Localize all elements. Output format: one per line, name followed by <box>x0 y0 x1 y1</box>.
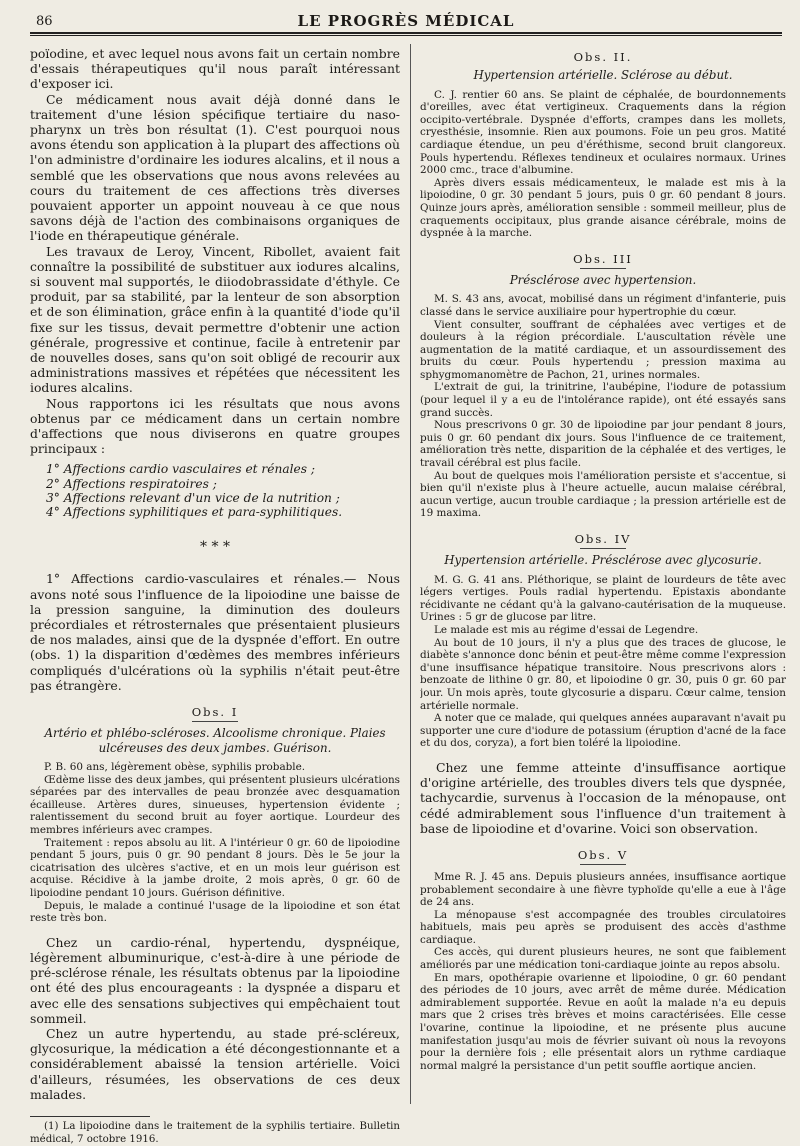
observation-label: Obs. III <box>573 251 633 266</box>
footnote: (1) La lipoiodine dans le traitement de la syphilis tertiaire. Bulletin médical, 7 octobre 1916. <box>30 1121 400 1145</box>
observation-text: Nous prescrivons 0 gr. 30 de lipoiodine par jour pendant 8 jours, puis 0 gr. 60 pendant dix jours. Sous l'influence de ce traitement, amélioration très nette, disparition de la céphalée et des vertiges, le travail cérébral est plus facile. <box>420 419 786 470</box>
observation-text: M. G. G. 41 ans. Pléthorique, se plaint de lourdeurs de tête avec légers vertiges. Pouls radial hypertendu. Epistaxis abondante récidivante ne cédant qu'à la galvano-cautérisation de la muqueuse. Urines : 5 gr de glucose par litre. <box>420 573 786 624</box>
paragraph: Les travaux de Leroy, Vincent, Ribollet, avaient fait connaître la possibilité de substituer aux iodures alcalins, si souvent mal supportés, le diiodobrassidate d'éthyle. Ce produit, par sa stabilité, par la lenteur de son absorption et de son élimination, grâce enfin à la quantité d'iode qu'il fixe sur les tissus, devait permettre d'obtenir une action générale, progressive et continue, facile à entretenir par de nouvelles doses, sans qu'on soit obligé de recourir aux administrations massives et répétées que nécessitent les iodures alcalins. <box>30 243 400 396</box>
paragraph: poïodine, et avec lequel nous avons fait un certain nombre d'essais thérapeutiques qu'il nous paraît intéressant d'exposer ici. <box>30 46 400 92</box>
observation-text: L'extrait de gui, la trinitrine, l'aubépine, l'iodure de potassium (pour lequel il y a eu de l'intolérance rapide), ont été essayés sans grand succès. <box>420 381 786 419</box>
observation-rule <box>580 864 626 865</box>
observation-text: Au bout de 10 jours, il n'y a plus que des traces de glucose, le diabète s'annonce donc bénin et peut-être même comme l'expression d'une insuffisance hépatique transitoire. Nous prescrivons alors : benzoate de lithine 0 gr. 80, et lipoiodine 0 gr. 30, puis 0 gr. 60 par jour. Un mois après, toute glycosurie a disparu. Cœur calme, tension artérielle normale. <box>420 636 786 712</box>
observation-text: Après divers essais médicamenteux, le malade est mis à la lipoiodine, 0 gr. 30 pendant 5 jours, puis 0 gr. 60 pendant 8 jours. Quinze jours après, amélioration sensible : sommeil meilleur, plus de craquements occipitaux, plus grande aisance cérébrale, moins de dyspnée à la marche. <box>420 176 786 240</box>
observation-text: A noter que ce malade, qui quelques années auparavant n'avait pu supporter une cure d'iodure de potassium (éruption d'acné de la face et du dos, coryza), a fort bien toléré la lipoiodine. <box>420 712 786 750</box>
column-divider <box>410 44 411 1104</box>
observation-text: Au bout de quelques mois l'amélioration persiste et s'accentue, si bien qu'il n'existe plus à l'heure actuelle, aucun malaise cérébral, aucun vertige, aucun trouble cardiaque ; la pression artérielle est de 19 maxima. <box>420 469 786 520</box>
observation-label: Obs. IV <box>574 532 632 546</box>
observation-text: C. J. rentier 60 ans. Se plaint de céphalée, de bourdonnements d'oreilles, avec état vertigineux. Craquements dans la région occipito-vertébrale. Dyspnée d'efforts, crampes dans les mollets, cryesthésie, insomnie. Rien aux poumons. Foie un peu gros. Matité cardiaque étendue, un peu d'éréthisme, second bruit clangoreux. Pouls hypertendu. Réflexes tendineux et oculaires normaux. Urines 2000 cmc., trace d'albumine. <box>420 88 786 177</box>
footnote-rule <box>30 1116 150 1117</box>
observation-label: Obs. I <box>191 704 239 719</box>
running-title: LE PROGRÈS MÉDICAL <box>297 12 515 30</box>
list-item: 3° Affections relevant d'un vice de la nutrition ; <box>46 490 340 505</box>
observation-title: Artério et phlébo-scléroses. Alcoolisme chronique. Plaies ulcéreuses des deux jambes. Guérison. <box>44 725 386 755</box>
observation-text: Mme R. J. 45 ans. Depuis plusieurs années, insuffisance aortique probablement secondaire à une fièvre typhoïde qu'elle a eue à l'âge de 24 ans. <box>420 870 786 909</box>
observation-text: En mars, opothérapie ovarienne et lipoiodine, 0 gr. 60 pendant des périodes de 10 jours, avec arrêt de même durée. Médication admirablement supportée. Revue en août la malade n'a eu depuis mars que 2 crises très brèves et moins caractérisées. Elle cesse l'ovarine, continue la lipoiodine, et ne présente plus aucune manifestation jusqu'au mois de février suivant où nous la revoyons pour la dernière fois ; elle présentait alors un rythme cardiaque normal malgré la persistance d'un petit souffle aortique ancien. <box>420 971 786 1072</box>
observation-title: Présclérose avec hypertension. <box>509 272 697 287</box>
paragraph: Chez un autre hypertendu, au stade pré-scléreux, glycosurique, la médication a été décongestionnante et a considérablement abaissé la tension artérielle. Voici d'ailleurs, résumées, les observations de ces deux malades. <box>30 1026 400 1102</box>
paragraph: 1° Affections cardio-vasculaires et rénales.— Nous avons noté sous l'influence de la lipoiodine une baisse de la pression sanguine, la diminution des douleurs précordiales et rétrosternales que présentaient plusieurs de nos malades, ainsi que de la dyspnée d'effort. En outre (obs. 1) la disparition d'œdèmes des membres inférieurs compliqués d'ulcérations où la syphilis n'était peut-être pas étrangère. <box>30 571 400 693</box>
paragraph: Chez une femme atteinte d'insuffisance aortique d'origine artérielle, des troubles divers tels que dyspnée, tachycardie, survenus à l'occasion de la ménopause, ont cédé admirablement sous l'influence d'un traitement à base de lipoiodine et d'ovarine. Voici son observation. <box>420 759 786 836</box>
observation-text: Traitement : repos absolu au lit. A l'intérieur 0 gr. 60 de lipoiodine pendant 5 jours, puis 0 gr. 90 pendant 8 jours. Dès le 5e jour la cicatrisation des ulcères s'active, et en un mois leur guérison est acquise. Récidive à la jambe droite, 2 mois après, 0 gr. 60 de lipoiodine pendant 10 jours. Guérison définitive. <box>30 836 400 900</box>
observation-rule <box>580 268 626 269</box>
paragraph: Ce médicament nous avait déjà donné dans le traitement d'une lésion spécifique tertiaire du naso-pharynx un très bon résultat (1). C'est pourquoi nous avons étendu son application à la plupart des affections où l'on administre d'ordinaire les iodures alcalins, et il nous a semblé que les observations que nous avons relevées au cours du traitement de ces affections très diverses pouvaient apporter un appoint nouveau à ce que nous savons déjà de l'action des combinaisons organiques de l'iode en thérapeutique générale. <box>30 91 400 244</box>
observation-title: Hypertension artérielle. Présclérose avec glycosurie. <box>444 553 762 567</box>
paragraph: Chez un cardio-rénal, hypertendu, dyspnéique, légèrement albuminurique, c'est-à-dire à une période de pré-sclérose rénale, les résultats obtenus par la lipoiodine ont été des plus encourageants : la dyspnée a disparu et avec elle des sensations subjectives qui empêchaient tout sommeil. <box>30 934 400 1026</box>
paragraph: Nous rapportons ici les résultats que nous avons obtenus par ce médicament dans un certain nombre d'affections que nous diviserons en quatre groupes principaux : <box>30 395 400 457</box>
group-list <box>30 462 400 519</box>
page-number: 86 <box>36 14 53 29</box>
observation-text: Le malade est mis au régime d'essai de Legendre. <box>434 623 699 636</box>
observation-label: Obs. II. <box>573 50 633 64</box>
observation-text: Vient consulter, souffrant de céphalées avec vertiges et de douleurs à la région précordiale. L'auscultation révèle une augmentation de la matité cardiaque, et un assourdissement des bruits du cœur. Pouls hypertendu ; pression maxima au sphygmomanomètre de Pachon, 21, urines normales. <box>420 318 786 381</box>
left-column <box>30 46 400 1146</box>
observation-text: P. B. 60 ans, légèrement obèse, syphilis probable. <box>44 761 306 774</box>
observation-label: Obs. V <box>577 847 629 862</box>
list-item: 1° Affections cardio vasculaires et rénales ; <box>46 462 315 477</box>
header-rule-thin <box>30 35 782 36</box>
observation-text: Depuis, le malade a continué l'usage de la lipoiodine et son état reste très bon. <box>30 899 400 925</box>
observation-text: Ces accès, qui durent plusieurs heures, ne sont que faiblement améliorés par une médication toni-cardiaque jointe au repos absolu. <box>420 946 786 972</box>
right-column <box>420 46 786 1072</box>
observation-text: M. S. 43 ans, avocat, mobilisé dans un régiment d'infanterie, puis classé dans le service auxiliaire pour hypertrophie du cœur. <box>420 293 786 318</box>
observation-title: Hypertension artérielle. Sclérose au début. <box>473 68 733 82</box>
observation-rule <box>580 548 626 549</box>
observation-text: La ménopause s'est accompagnée des troubles circulatoires habituels, mais peu après se produisent des accès d'asthme cardiaque. <box>420 908 786 946</box>
list-item: 2° Affections respiratoires ; <box>46 476 217 491</box>
section-asterism: * * * <box>200 539 230 556</box>
observation-text: Œdème lisse des deux jambes, qui présentent plusieurs ulcérations séparées par des intervalles de peau bronzée avec desquamation écailleuse. Artères dures, sinueuses, hypertension évidente ; ralentissement du second bruit au foyer aortique. Lourdeur des membres inférieurs avec crampes. <box>30 773 400 837</box>
header-rule <box>30 32 782 34</box>
list-item: 4° Affections syphilitiques et para-syphilitiques. <box>46 505 343 520</box>
observation-rule <box>192 721 238 722</box>
